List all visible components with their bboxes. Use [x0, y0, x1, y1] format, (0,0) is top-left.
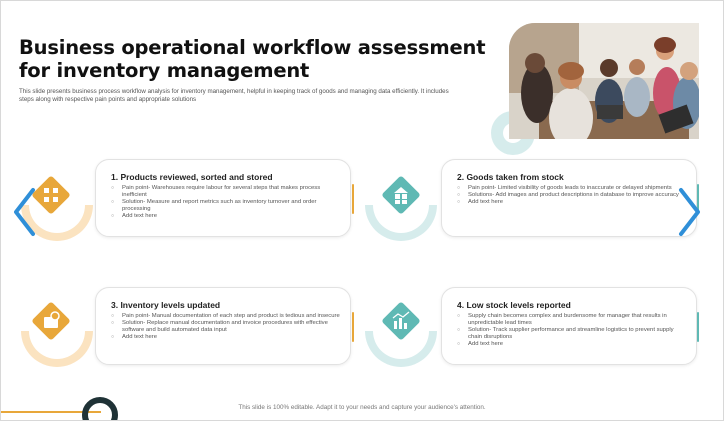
bullet-item: ○ Add text here — [457, 341, 689, 348]
previous-arrow-icon[interactable] — [11, 187, 37, 237]
bullet-item: ○ Solutions- Add images and product descriptions in database to improve accuracy — [457, 192, 689, 199]
step-1-accent-bar — [352, 184, 354, 214]
step-4-accent-bar — [697, 312, 699, 342]
step-title: 2. Goods taken from stock — [457, 172, 564, 182]
step-bullets — [457, 313, 689, 348]
bullet-item: ○ Solution- Replace manual documentation and invoice procedures with effective software and build automated data input — [111, 320, 343, 334]
warehouse-boxes-icon — [381, 175, 421, 215]
step-title: 4. Low stock levels reported — [457, 300, 571, 310]
bullet-item: ○ Solution- Track supplier performance and streamline logistics to prevent supply chain disruptions — [457, 327, 689, 341]
bullet-item: ○ Pain point- Manual documentation of each step and product is tedious and insecure — [111, 313, 343, 320]
slide-title: Business operational workflow assessment for inventory management — [19, 36, 486, 82]
team-meeting-photo — [509, 23, 699, 139]
step-2-emblem — [359, 175, 443, 243]
bullet-item: ○ Pain point- Warehouses require labour for several steps that makes process inefficient — [111, 185, 343, 199]
step-card-2 — [441, 159, 697, 237]
bullet-item: ○ Add text here — [111, 213, 343, 220]
team-meeting-illustration — [509, 23, 699, 139]
next-arrow-icon[interactable] — [677, 187, 703, 237]
step-card-1 — [95, 159, 351, 237]
slide-subtitle: This slide presents business process workflow analysis for inventory management, helpful in keeping track of goods and managing data efficiently. It includes steps along with respective pain points and appropriate solutions — [19, 88, 449, 103]
step-card-3 — [95, 287, 351, 365]
step-3-accent-bar — [352, 312, 354, 342]
step-bullets — [457, 185, 689, 206]
bullet-item: ○ Solution- Measure and report metrics such as inventory turnover and order processing — [111, 199, 343, 213]
step-bullets — [111, 313, 343, 341]
step-3-emblem — [15, 301, 99, 369]
bullet-item: ○ Supply chain becomes complex and burdensome for manager that results in unpredictable lead times — [457, 313, 689, 327]
bullet-item: ○ Add text here — [111, 334, 343, 341]
step-bullets — [111, 185, 343, 220]
footer-note: This slide is 100% editable. Adapt it to your needs and capture your audience's attention. — [238, 404, 486, 411]
step-title: 1. Products reviewed, sorted and stored — [111, 172, 273, 182]
step-4-emblem — [359, 301, 443, 369]
bullet-item: ○ Pain point- Limited visibility of goods leads to inaccurate or delayed shipments — [457, 185, 689, 192]
bullet-item: ○ Add text here — [457, 199, 689, 206]
boxes-sorting-icon — [31, 175, 71, 215]
step-title: 3. Inventory levels updated — [111, 300, 221, 310]
step-card-4 — [441, 287, 697, 365]
